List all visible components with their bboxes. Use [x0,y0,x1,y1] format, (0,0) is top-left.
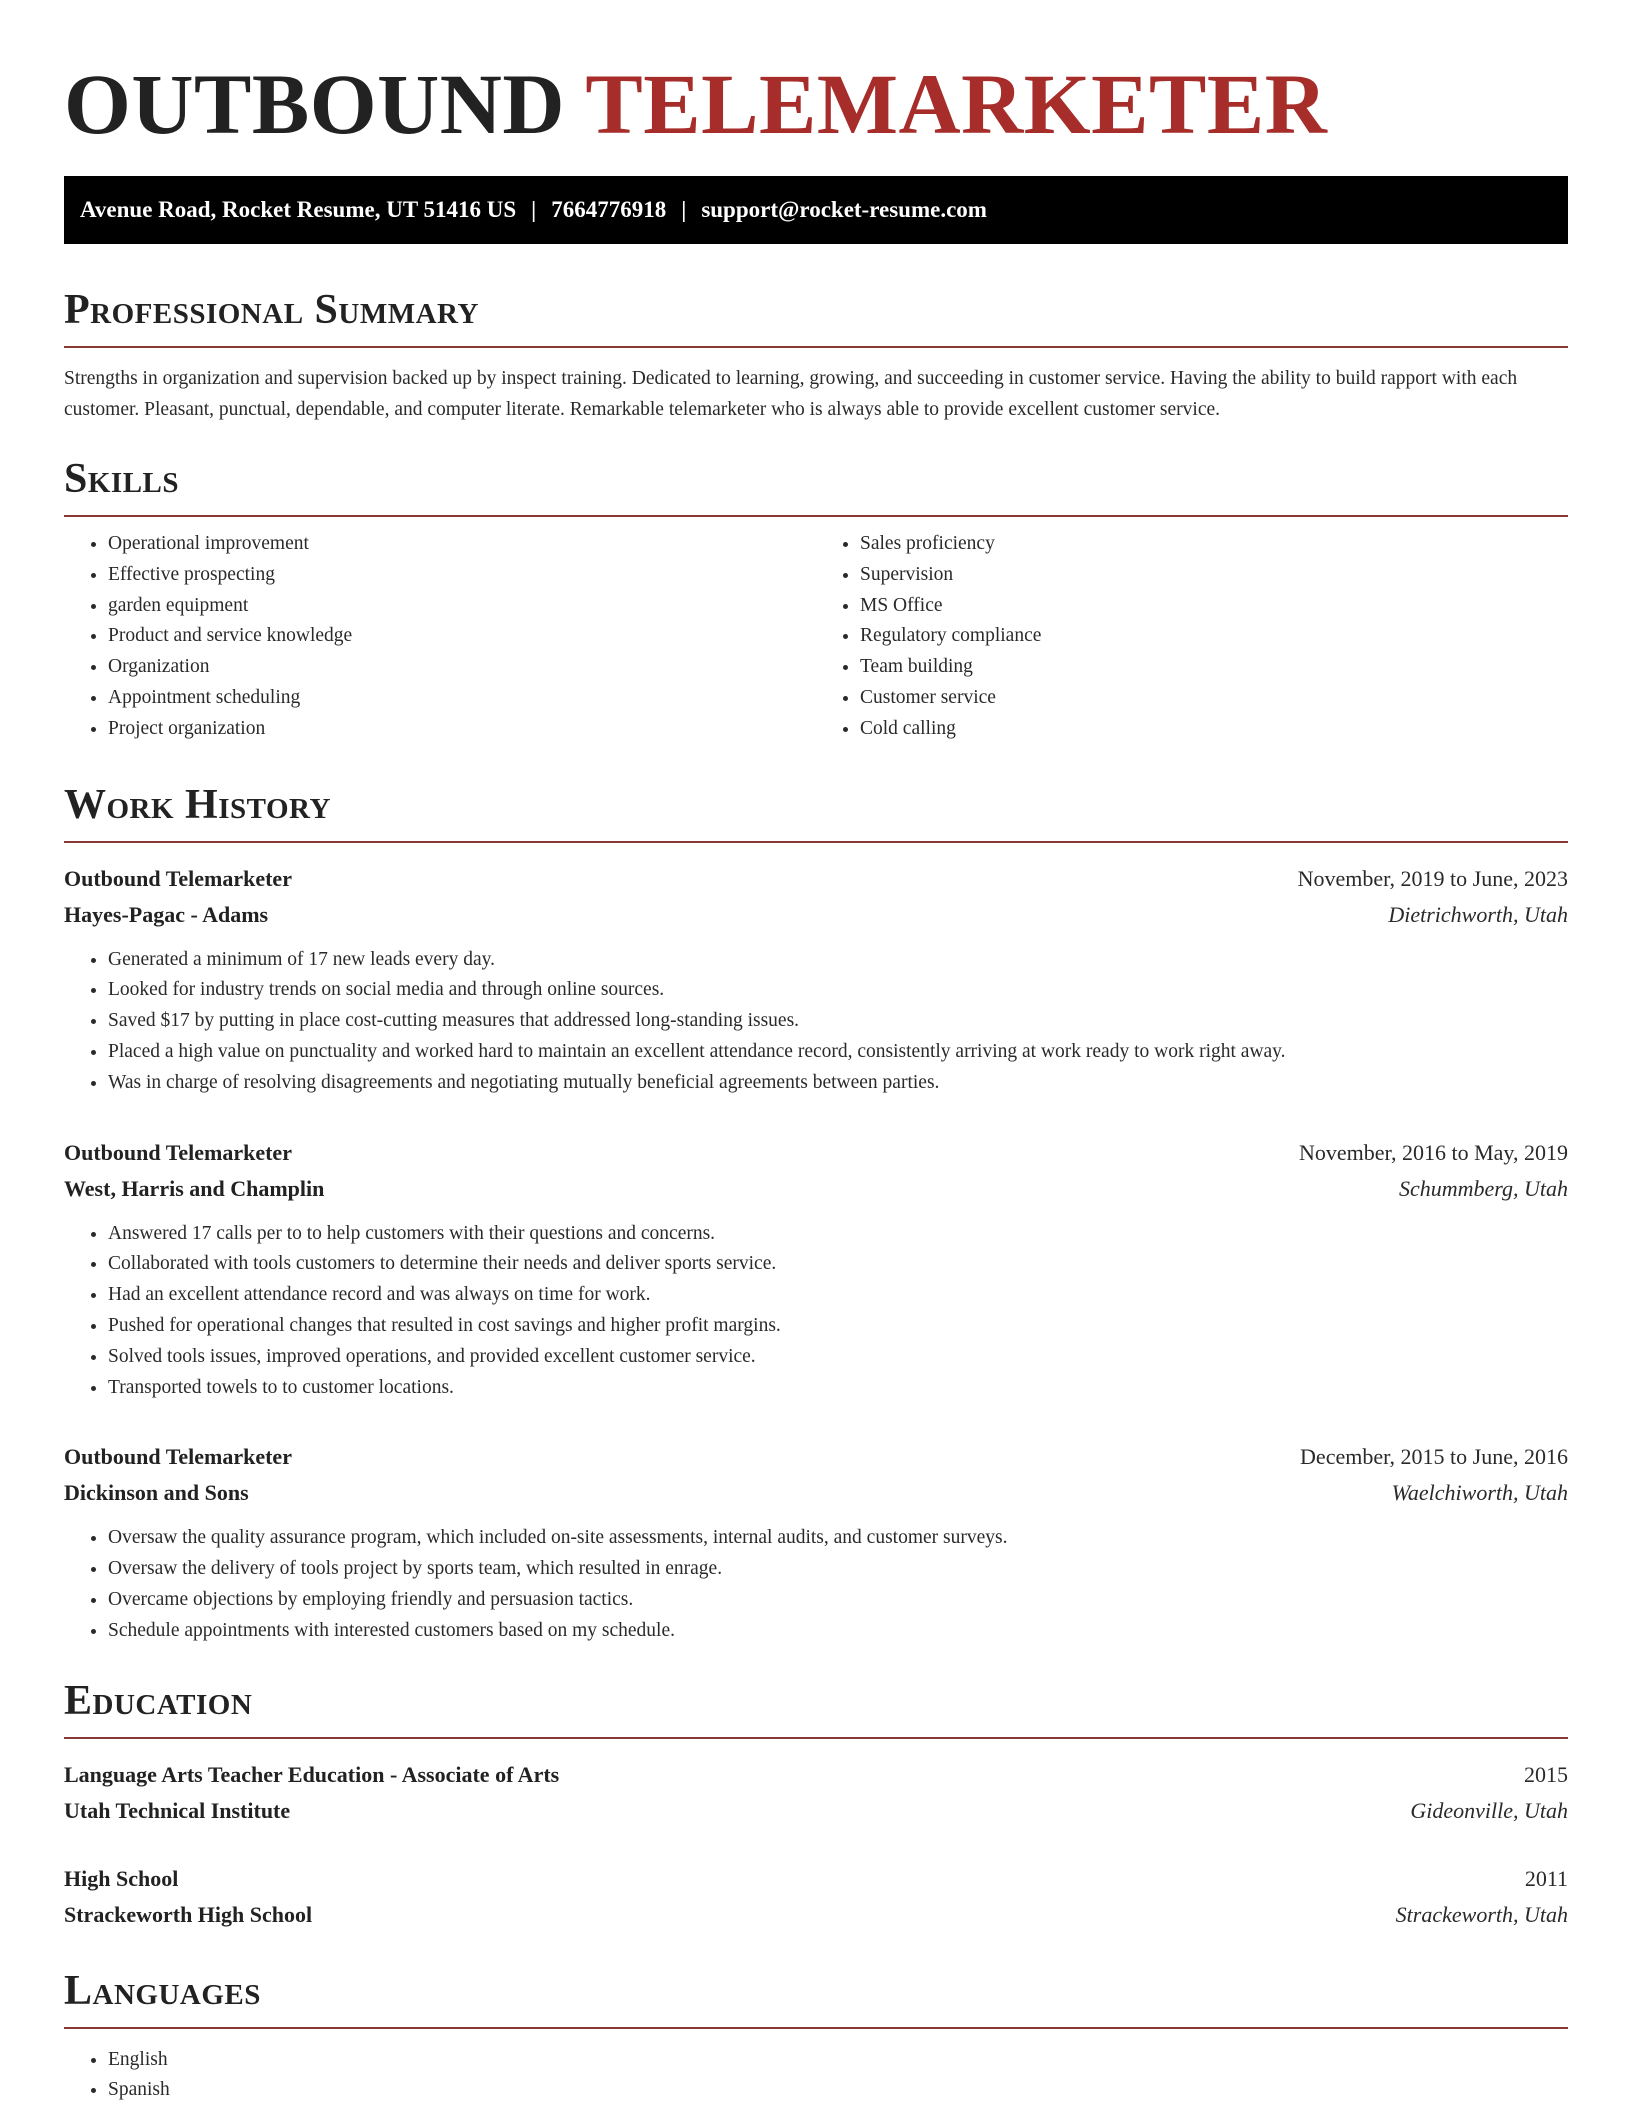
job-bullets [64,1523,1568,1646]
section-title-summary: Professional Summary [64,287,479,333]
skill-item: • Customer service [860,683,1568,714]
languages-section [64,1967,1568,2107]
skills-section [64,455,1568,745]
contact-bar [64,176,1568,244]
job-bullet: • Schedule appointments with interested customers based on my schedule. [108,1616,1568,1647]
education-entry [64,1757,1568,1829]
contact-separator: | [681,197,687,222]
job-dates: December, 2015 to June, 2016 [1300,1444,1568,1470]
contact-separator: | [531,197,537,222]
contact-address: Avenue Road, Rocket Resume, UT 51416 US [80,197,517,222]
language-item: • English [108,2045,1568,2076]
skills-list-right [816,529,1568,745]
job-header-row [64,1135,1568,1171]
job-dates: November, 2019 to June, 2023 [1297,865,1568,891]
education-header-row [64,1861,1568,1897]
job-bullet: • Collaborated with tools customers to determine their needs and deliver sports service. [108,1249,1568,1280]
job-bullet: • Was in charge of resolving disagreements and negotiating mutually beneficial agreements between parties. [108,1068,1568,1099]
job-company: Hayes-Pagac - Adams [64,901,269,927]
education-school-row [64,1897,1568,1933]
skill-item: • MS Office [860,591,1568,622]
languages-list [64,2045,1568,2107]
job-company: West, Harris and Champlin [64,1175,325,1201]
section-title-work-history: Work History [64,781,331,828]
skill-item: • Operational improvement [108,529,816,560]
name-last: TELEMARKETER [585,56,1328,152]
section-divider [64,515,1568,517]
job-bullet: • Had an excellent attendance record and was always on time for work. [108,1280,1568,1311]
skill-item: • Effective prospecting [108,560,816,591]
job-bullet: • Pushed for operational changes that resulted in cost savings and higher profit margins. [108,1311,1568,1342]
contact-phone: 7664776918 [551,197,667,222]
job-bullet: • Oversaw the delivery of tools project by sports team, which resulted in enrage. [108,1554,1568,1585]
job-company-row [64,897,1568,933]
education-degree: Language Arts Teacher Education - Associate of Arts [64,1761,560,1787]
job-bullet: • Saved $17 by putting in place cost-cutting measures that addressed long-standing issues. [108,1006,1568,1037]
job-bullet: • Overcame objections by employing friendly and persuasion tactics. [108,1585,1568,1616]
summary-text: Strengths in organization and supervision backed up by inspect training. Dedicated to learning, growing, and succeeding in customer service. Having the ability to build rapport with each customer. Pleasant, punctual, dependable, and computer literate. Remarkable telemarketer who is always able to provide excellent customer service. [64,368,1518,420]
name-first: OUTBOUND [64,56,565,152]
education-section [64,1677,1568,1933]
education-header-row [64,1757,1568,1793]
skills-list-left [64,529,816,745]
section-divider [64,1737,1568,1739]
job-company-row [64,1171,1568,1207]
job-location: Schummberg, Utah [1398,1175,1568,1201]
job-company-row [64,1475,1568,1511]
education-year: 2011 [1524,1865,1568,1891]
job-location: Dietrichworth, Utah [1388,901,1568,927]
education-degree: High School [64,1865,179,1891]
skill-item: • garden equipment [108,591,816,622]
job-bullet: • Answered 17 calls per to to help customers with their questions and concerns. [108,1219,1568,1250]
skill-item: • Cold calling [860,714,1568,745]
job-bullet: • Oversaw the quality assurance program, which included on-site assessments, internal audits, and customer surveys. [108,1523,1568,1554]
education-year: 2015 [1524,1761,1568,1787]
education-school: Strackeworth High School [64,1901,313,1927]
job-bullet: • Placed a high value on punctuality and worked hard to maintain an excellent attendance record, consistently arriving at work ready to work right away. [108,1037,1568,1068]
skill-item: • Sales proficiency [860,529,1568,560]
education-school: Utah Technical Institute [64,1797,291,1823]
skill-item: • Project organization [108,714,816,745]
contact-email: support@rocket-resume.com [701,197,987,222]
job-bullet: • Generated a minimum of 17 new leads every day. [108,945,1568,976]
job-header-row [64,1439,1568,1475]
education-location: Strackeworth, Utah [1395,1901,1568,1927]
education-entry [64,1861,1568,1933]
skill-item: • Organization [108,652,816,683]
job-entry [64,1439,1568,1646]
skills-columns [64,529,1568,745]
job-entry [64,861,1568,1099]
job-company: Dickinson and Sons [64,1480,249,1506]
job-position: Outbound Telemarketer [64,1139,292,1165]
skill-item: • Appointment scheduling [108,683,816,714]
education-location: Gideonville, Utah [1410,1797,1568,1823]
education-school-row [64,1793,1568,1829]
job-bullet: • Transported towels to to customer locations. [108,1373,1568,1404]
section-divider [64,841,1568,843]
skill-item: • Team building [860,652,1568,683]
section-divider [64,2027,1568,2029]
section-title-education: Education [64,1677,253,1724]
section-title-skills: Skills [64,456,180,502]
job-bullet: • Solved tools issues, improved operations, and provided excellent customer service. [108,1342,1568,1373]
job-position: Outbound Telemarketer [64,865,292,891]
skill-item: • Regulatory compliance [860,621,1568,652]
work-history-section [64,781,1568,1647]
skill-item: • Product and service knowledge [108,621,816,652]
section-title-languages: Languages [64,1967,261,2014]
summary-section [64,286,1568,425]
job-header-row [64,861,1568,897]
job-entry [64,1135,1568,1404]
resume-name [64,56,1568,152]
job-location: Waelchiworth, Utah [1391,1480,1568,1506]
skill-item: • Supervision [860,560,1568,591]
job-dates: November, 2016 to May, 2019 [1299,1139,1568,1165]
job-position: Outbound Telemarketer [64,1444,292,1470]
job-bullets [64,1219,1568,1404]
section-divider [64,346,1568,348]
job-bullet: • Looked for industry trends on social media and through online sources. [108,975,1568,1006]
job-bullets [64,945,1568,1099]
language-item: • Spanish [108,2075,1568,2106]
